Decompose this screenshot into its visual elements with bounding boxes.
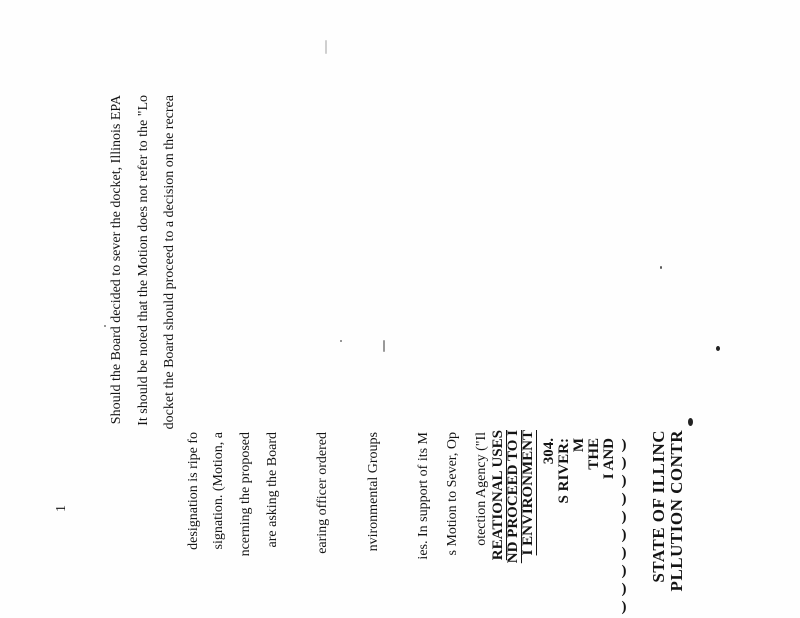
caption-line: S RIVER:	[556, 438, 572, 504]
caption-paren: )	[621, 509, 627, 525]
header-agency-line: PLLUTION CONTR	[667, 430, 686, 592]
header-state-line: STATE OF ILLINC	[649, 430, 668, 583]
caption-paren: )	[621, 473, 627, 489]
caption-paren: )	[621, 581, 627, 597]
caption-paren: )	[621, 437, 627, 453]
caption-paren: )	[621, 599, 627, 615]
caption-paren: )	[621, 563, 627, 579]
body-text-line: designation is ripe fo	[186, 432, 201, 550]
body-text-line: docket the Board should proceed to a decision on the recrea	[162, 95, 177, 430]
scan-speck	[325, 40, 327, 54]
caption-paren: )	[621, 527, 627, 543]
caption-paren: )	[621, 491, 627, 507]
scan-speck	[660, 266, 662, 269]
page-number: 1	[54, 505, 69, 512]
document-title-line: I ENVIRONMENT	[520, 430, 536, 556]
body-text-line: otection Agency ("Il	[474, 432, 489, 546]
scan-speck	[688, 418, 693, 426]
caption-paren: )	[621, 455, 627, 471]
body-text-line: ies. In support of its M	[416, 432, 431, 560]
caption-line: 304.	[541, 438, 557, 465]
scan-speck	[383, 340, 385, 352]
body-text-line: Should the Board decided to sever the docket, Illinois EPA	[109, 95, 124, 425]
body-text-line: It should be noted that the Motion does not refer to the "Lo	[136, 95, 151, 426]
body-text-line: ncerning the proposed	[238, 432, 253, 557]
caption-line: THE	[586, 438, 602, 470]
document-title-line: REATIONAL USES	[490, 430, 506, 561]
caption-line: I AND	[601, 438, 617, 480]
caption-paren: )	[621, 545, 627, 561]
body-text-line: are asking the Board	[265, 432, 280, 548]
document-title-line: ND PROCEED TO I	[505, 430, 521, 564]
scan-speck	[340, 340, 342, 342]
scan-speck	[104, 325, 106, 327]
body-text-line: signation. (Motion, a	[211, 432, 226, 550]
body-text-line: s Motion to Sever, Op	[445, 432, 460, 556]
body-text-line: earing officer ordered	[315, 432, 330, 554]
caption-line: M	[571, 438, 587, 453]
scan-speck	[716, 346, 720, 351]
body-text-line: nvironmental Groups	[366, 432, 381, 552]
